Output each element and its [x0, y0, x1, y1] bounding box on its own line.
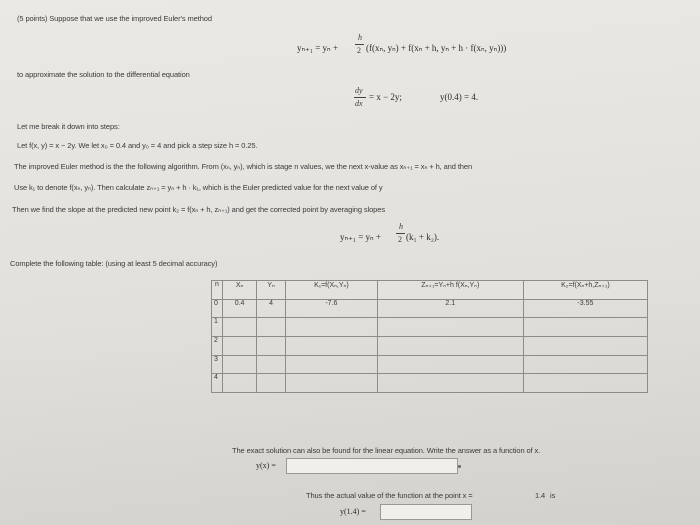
euler-formula-rest: (f(xₙ, yₙ) + f(xₙ + h, yₙ + h · f(xₙ, yₙ))) [366, 43, 507, 53]
cell-n: 2 [212, 336, 223, 355]
avg-frac-den: 2 [398, 235, 402, 244]
cell-z-input[interactable] [377, 355, 523, 374]
table-row [212, 355, 648, 374]
cell-x-input[interactable] [223, 318, 257, 337]
header-xn: Xₙ [223, 281, 257, 300]
cell-k1-input[interactable] [286, 355, 378, 374]
y14-answer-input[interactable] [380, 504, 472, 520]
cell-k1: -7.6 [286, 299, 378, 318]
avg-formula-rhs: (k₁ + k₂). [406, 232, 440, 242]
formula-frac-bar [355, 44, 364, 45]
cell-z: 2.1 [377, 299, 523, 318]
exact-solution-text: The exact solution can also be found for the linear equation. Write the answer as a function of x. [232, 446, 541, 455]
de-frac-bar [354, 97, 366, 98]
avg-frac-num: h [399, 222, 403, 231]
cell-n: 4 [212, 374, 223, 393]
actual-value-text: Thus the actual value of the function at the point x = [306, 491, 473, 500]
cell-z-input[interactable] [377, 374, 523, 393]
cell-x-input[interactable] [223, 355, 257, 374]
avg-frac-bar [396, 233, 405, 234]
header-k2: K₂=f(Xₙ+h,Zₙ₊₁) [523, 281, 647, 300]
cell-y-input[interactable] [257, 355, 286, 374]
table-header-row [212, 281, 648, 300]
cell-x-input[interactable] [223, 336, 257, 355]
de-rhs: = x − 2y; [369, 92, 402, 102]
cell-k2-input[interactable] [523, 336, 647, 355]
cell-k1-input[interactable] [286, 374, 378, 393]
approx-text: to approximate the solution to the differential equation [17, 70, 190, 79]
header-n: n [212, 281, 223, 300]
y14-label: y(1.4) = [340, 507, 366, 516]
cell-x-input[interactable] [223, 374, 257, 393]
steps-line-3: Use k₁ to denote f(xₙ, yₙ). Then calculate zₙ₊₁ = yₙ + h · k₁, which is the Euler predicted value for the next value of y [14, 183, 383, 192]
cell-k1-input[interactable] [286, 318, 378, 337]
header-k1: K₁=f(Xₙ,Yₙ) [286, 281, 378, 300]
euler-formula-lhs: yₙ₊₁ = yₙ + [297, 43, 338, 53]
cell-n: 1 [212, 318, 223, 337]
formula-frac-den: 2 [357, 46, 361, 55]
cell-n: 3 [212, 355, 223, 374]
steps-intro: Let me break it down into steps: [17, 122, 120, 131]
de-num: dy [355, 86, 363, 95]
cell-k2: -3.55 [523, 299, 647, 318]
de-den: dx [355, 99, 363, 108]
table-row [212, 336, 648, 355]
header-yn: Yₙ [257, 281, 286, 300]
table-row [212, 299, 648, 318]
avg-formula-lhs: yₙ₊₁ = yₙ + [340, 232, 381, 242]
cell-y: 4 [257, 299, 286, 318]
cell-k2-input[interactable] [523, 374, 647, 393]
steps-line-2: The improved Euler method is the the following algorithm. From (xₙ, yₙ), which is stage n values, we the next x-value as xₙ₊₁ = xₙ + h, and then [14, 162, 473, 171]
table-row [212, 374, 648, 393]
cell-k2-input[interactable] [523, 355, 647, 374]
table-row [212, 318, 648, 337]
actual-value-text-post: is [550, 491, 556, 500]
cell-k1-input[interactable] [286, 336, 378, 355]
header-z: Zₙ₊₁=Yₙ+h f(Xₙ,Yₙ) [377, 281, 523, 300]
cell-y-input[interactable] [257, 318, 286, 337]
steps-line-4: Then we find the slope at the predicted new point k₂ = f(xₙ + h, zₙ₊₁) and get the corrected point by averaging slopes [12, 205, 385, 214]
yx-answer-input[interactable] [286, 458, 458, 474]
point-value: 1.4 [535, 491, 546, 500]
formula-frac-num: h [358, 33, 362, 42]
euler-table [211, 280, 648, 393]
initial-condition: y(0.4) = 4. [440, 92, 479, 102]
cell-x: 0.4 [223, 299, 257, 318]
cell-n: 0 [212, 299, 223, 318]
cell-z-input[interactable] [377, 318, 523, 337]
problem-intro: (5 points) Suppose that we use the improved Euler's method [17, 14, 212, 23]
cell-k2-input[interactable] [523, 318, 647, 337]
table-instruction: Complete the following table: (using at least 5 decimal accuracy) [10, 259, 218, 268]
cell-y-input[interactable] [257, 374, 286, 393]
steps-line-1: Let f(x, y) = x − 2y. We let x₀ = 0.4 and y₀ = 4 and pick a step size h = 0.25. [17, 141, 258, 150]
yx-label: y(x) = [256, 461, 276, 470]
cell-y-input[interactable] [257, 336, 286, 355]
status-dot [458, 465, 461, 468]
cell-z-input[interactable] [377, 336, 523, 355]
